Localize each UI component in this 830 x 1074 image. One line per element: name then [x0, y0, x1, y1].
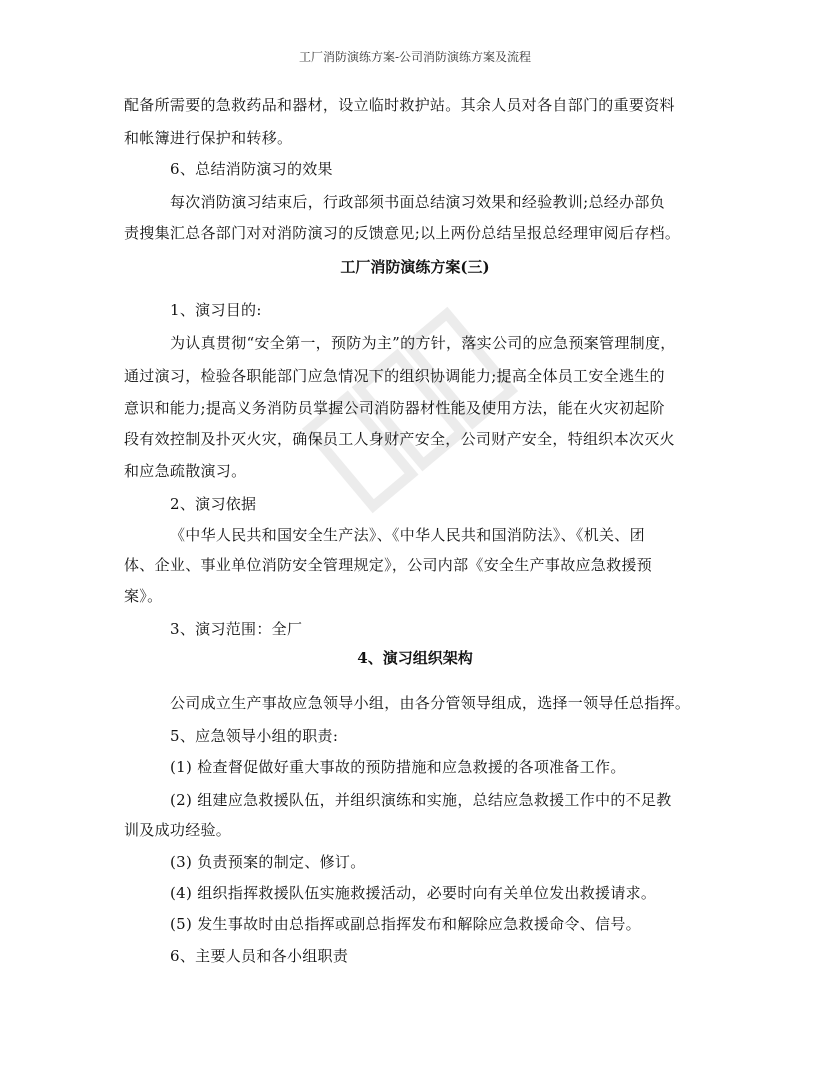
paragraph-line: 案》。 [124, 587, 163, 605]
section-item: 2、演习依据 [170, 495, 257, 513]
paragraph-line: 《中华人民共和国安全生产法》、《中华人民共和国消防法》、《机关、团 [170, 526, 645, 544]
paragraph-line: 配备所需要的急救药品和器材，设立临时救护站。其余人员对各自部门的重要资料 [124, 96, 675, 114]
paragraph-line: 每次消防演习结束后，行政部须书面总结演习效果和经验教训;总经办部负 [170, 193, 665, 211]
list-item: (1) 检查督促做好重大事故的预防措施和应急救援的各项准备工作。 [170, 758, 626, 776]
paragraph-line: 和帐簿进行保护和转移。 [124, 129, 293, 147]
paragraph-line: 责搜集汇总各部门对对消防演习的反馈意见;以上两份总结呈报总经理审阅后存档。 [124, 224, 681, 242]
paragraph-line: 意识和能力;提高义务消防员掌握公司消防器材性能及使用方法，能在火灾初起阶 [124, 399, 665, 417]
page-header: 工厂消防演练方案-公司消防演练方案及流程 [298, 50, 532, 64]
section-item: 5、应急领导小组的职责: [170, 727, 339, 745]
paragraph-line: 和应急疏散演习。 [124, 462, 247, 480]
paragraph-line: 公司成立生产事故应急领导小组，由各分管领导组成，选择一领导任总指挥。 [170, 694, 691, 712]
list-item-continuation: 训及成功经验。 [124, 821, 232, 839]
section-item: 6、总结消防演习的效果 [170, 160, 333, 178]
section-heading: 工厂消防演练方案(三) [340, 258, 490, 276]
list-item: (3) 负责预案的制定、修订。 [170, 853, 366, 871]
paragraph-line: 为认真贯彻“安全第一，预防为主”的方针，落实公司的应急预案管理制度， [170, 334, 676, 352]
list-item: (4) 组织指挥救援队伍实施救援活动，必要时向有关单位发出救援请求。 [170, 884, 657, 902]
section-item: 6、主要人员和各小组职责 [170, 947, 349, 965]
list-item: (5) 发生事故时由总指挥或副总指挥发布和解除应急救援命令、信号。 [170, 915, 641, 933]
section-item: 3、演习范围：全厂 [170, 620, 303, 638]
paragraph-line: 段有效控制及扑灭火灾，确保员工人身财产安全，公司财产安全，特组织本次灭火 [124, 430, 675, 448]
section-item: 1、演习目的: [170, 301, 262, 319]
paragraph-line: 体、企业、事业单位消防安全管理规定》，公司内部《安全生产事故应急救援预 [124, 556, 653, 574]
list-item: (2) 组建应急救援队伍，并组织演练和实施，总结应急救援工作中的不足教 [170, 791, 672, 809]
paragraph-line: 通过演习，检验各职能部门应急情况下的组织协调能力;提高全体员工安全逃生的 [124, 367, 665, 385]
section-heading: 4、演习组织架构 [357, 649, 473, 667]
